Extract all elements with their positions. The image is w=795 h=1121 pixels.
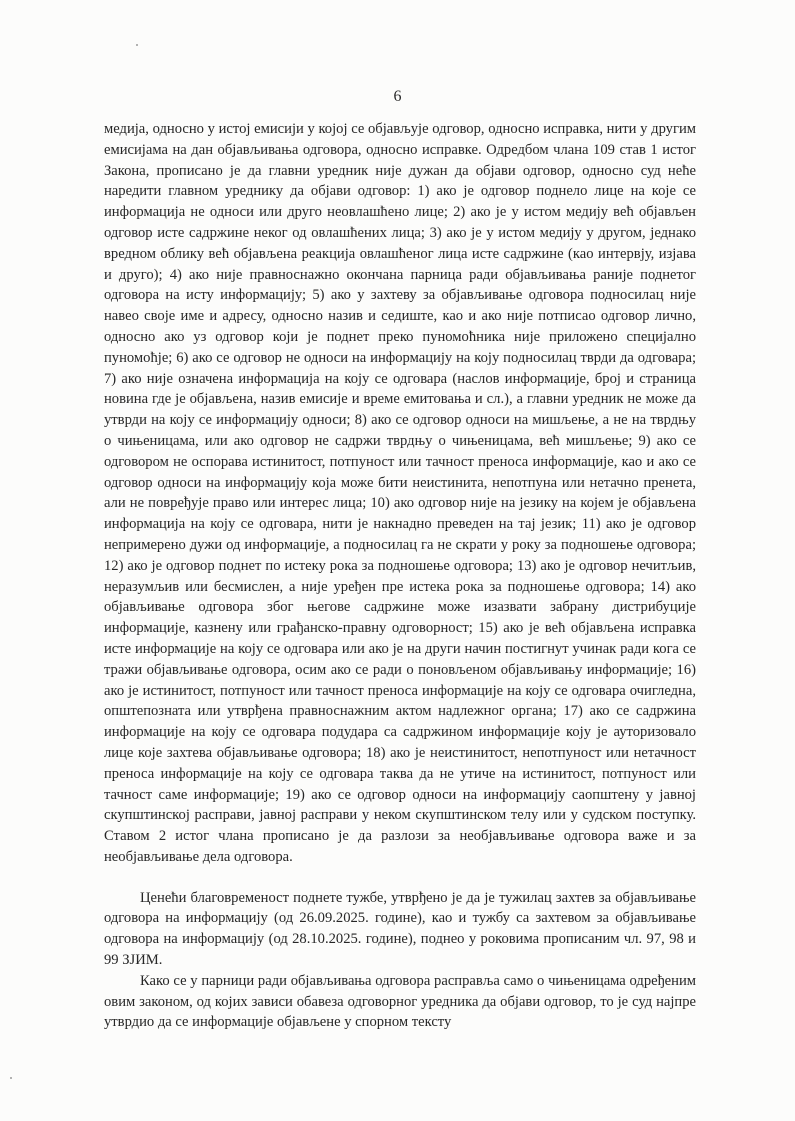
scan-speck xyxy=(10,1077,12,1079)
paragraph-1: медија, односно у истој емисији у којој се објављује одговор, односно исправка, нити у другим емисијама на дан објављивања одговора, односно исправке. Одредбом члана 109 став 1 истог Закона, прописано је да главни уредник није дужан да објави одговор, односно суд неће наредити главном уреднику да објави одговор: 1) ако је одговор поднело лице на које се информација не односи или друго неовлашћено лице; 2) ако је у истом медију већ објављен одговор исте садржине неког од овлашћених лица; 3) ако је у истом медију у другом, једнако вредном облику већ објављена реакција овлашћеног лица исте садржине (као интервју, изјава и друго); 4) ако није правноснажно окончана парница ради објављивања раније поднетог одговора на исту информацију; 5) ако у захтеву за објављивање одговора подносилац није навео своје име и адресу, односно назив и седиште, као и ако није потписао одговор лично, односно ако уз одговор који је поднет преко пуномоћника није приложено специјално пуномоћје; 6) ако се одговор не односи на информацију на коју подносилац тврди да одговара; 7) ако није означена информација на коју се одговара (наслов информације, број и страница новина где је објављена, назив емисије и време емитовања и сл.), а главни уредник не може да утврди на коју се информацију односи; 8) ако се одговор односи на мишљење, а не на тврдњу о чињеницама, или ако одговор не садржи тврдњу о чињеницама, већ мишљење; 9) ако се одговором не оспорава истинитост, потпуност или тачност преноса информације, као и ако се одговор односи на информацију која може бити неистинита, непотпуна или нетачно пренета, али не повређује право или интерес лица; 10) ако одговор није на језику на којем је објављена информација на коју се одговара, нити је накнадно преведен на тај језик; 11) ако је одговор непримерено дужи од информације, а подносилац га не скрати у року за подношење одговора; 12) ако је одговор поднет по истеку рока за подношење одговора; 13) ако је одговор нечитљив, неразумљив или бесмислен, а није уређен пре истека рока за подношење одговора; 14) ако објављивање одговора због његове садржине може изазвати забрану дистрибуције информације, казнену или грађанско-правну одговорност; 15) ако је већ објављена исправка исте информације на коју се одговара или ако је на други начин постигнут учинак ради кога се тражи објављивање одговора, осим ако се ради о поновљеном објављивању информације; 16) ако је истинитост, потпуност или тачност преноса информације на коју се одговара очигледна, општепозната или утврђена правноснажним актом надлежног органа; 17) ако се садржина информације на коју се одговара подудара са садржином информације коју је ауторизовало лице које захтева објављивање одговора; 18) ако је неистинитост, непотпуност или нетачност преноса информације на коју се одговара таква да не утиче на истинитост, потпуност или тачност саме информације; 19) ако се одговор односи на информацију саопштену у јавној скупштинској расправи, јавној расправи у неком скупштинском телу или у судском поступку. Ставом 2 истог члана прописано је да разлози за необјављивање одговора важе и за необјављивање дела одговора. xyxy=(104,121,696,865)
paragraph-2: Ценећи благовременост поднете тужбе, утврђено је да је тужилац захтев за објављивање одговора на информацију (од 26.09.2025. године), као и тужбу са захтевом за објављивање одговора на информацију (од 28.10.2025. године), поднео у роковима прописаним чл. 97, 98 и 99 ЗЈИМ. xyxy=(104,889,696,969)
scan-speck xyxy=(136,44,138,46)
page-number: 6 xyxy=(393,88,402,105)
body-text xyxy=(104,119,696,1033)
paragraph-3: Како се у парници ради објављивања одговора расправља само о чињеницама одређеним овим законом, од којих зависи обавеза одговорног уредника да објави одговор, то је суд најпре утврдио да се информације објављене у спорном тексту xyxy=(104,972,696,1031)
